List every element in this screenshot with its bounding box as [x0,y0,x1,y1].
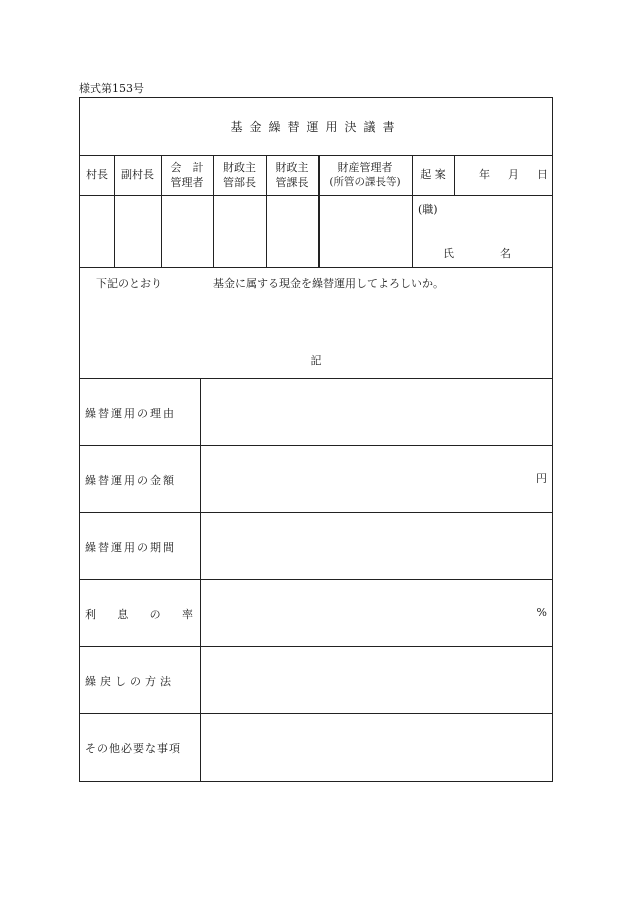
row-label-period: 繰替運用の期間 [85,541,176,554]
name-surname-label: 氏 [443,247,454,260]
row-divider-1 [80,445,552,446]
header-draft: 起 案 [420,168,446,181]
row-label-reason: 繰替運用の理由 [85,407,176,420]
row-divider-2 [80,512,552,513]
header-divider-mid [412,195,454,196]
statement-prefix: 下記のとおり [96,277,162,290]
header-finance-director-1: 財政主 [223,161,256,174]
row-label-repayment-method: 繰戻しの方法 [85,675,175,688]
draft-col-divider [454,155,455,195]
form-number: 様式第153号 [79,82,144,95]
form-title: 基金繰替運用決議書 [230,120,402,134]
header-village-head: 村長 [86,168,108,181]
header-finance-director-2: 管部長 [223,176,256,189]
statement-body: 基金に属する現金を繰替運用してよろしいか。 [213,277,444,290]
header-property-manager-2: (所管の課長等) [329,176,401,188]
header-finance-section-chief-2: 管課長 [275,176,309,189]
approval-bottom-line [80,267,552,268]
row-unit-percent: % [536,606,547,619]
row-label-interest-rate: 利 息 の 率 [85,608,193,621]
row-label-other-matters: その他必要な事項 [85,742,181,755]
header-divider-left [80,195,412,196]
name-given-label: 名 [500,247,511,260]
header-deputy-village-head: 副村長 [121,168,154,181]
header-finance-section-chief-1: 財政主 [275,161,309,174]
header-accounting-manager-2: 管理者 [170,176,204,189]
position-label: (職) [418,203,438,216]
header-divider-right [454,195,552,196]
row-divider-5 [80,713,552,714]
title-divider [80,155,552,156]
date-year: 年 [479,168,490,181]
header-property-manager-1: 財産管理者 [337,161,393,174]
row-divider-3 [80,579,552,580]
statement-ki: 記 [310,354,322,367]
date-month: 月 [508,168,519,181]
row-unit-yen: 円 [536,472,547,485]
row-divider-4 [80,646,552,647]
row-label-amount: 繰替運用の金額 [85,474,176,487]
header-accounting-manager-1: 会 計 [170,161,204,174]
detail-top-line [80,378,552,379]
decision-form [79,97,553,782]
date-day: 日 [537,168,548,181]
